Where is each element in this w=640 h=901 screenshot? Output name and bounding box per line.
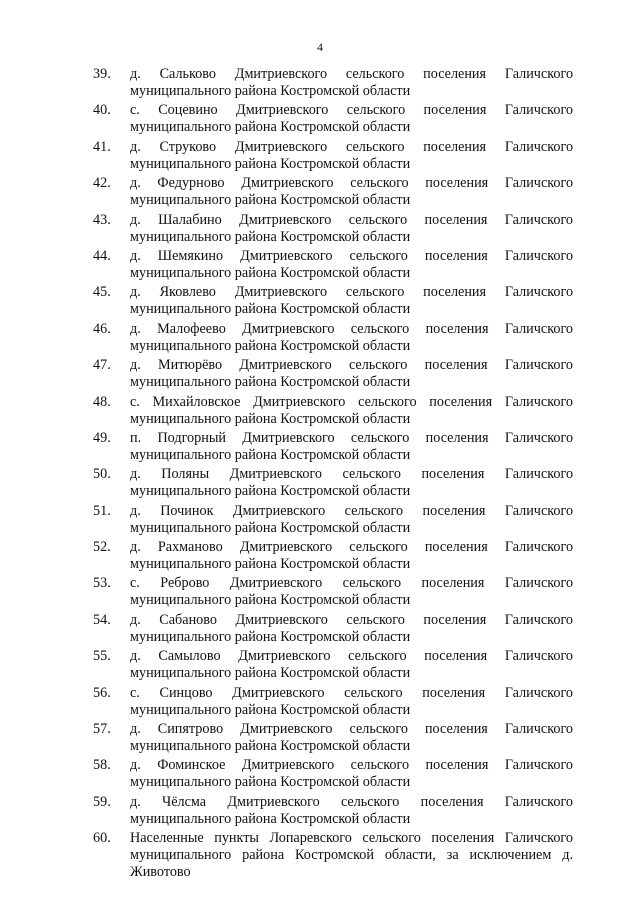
item-word: сельского: [349, 539, 408, 556]
list-item: [93, 721, 573, 755]
item-word: д.: [130, 66, 141, 82]
item-first-line: [130, 248, 573, 265]
item-second-line: муниципального района Костромской области: [130, 738, 411, 755]
item-first-line: [130, 357, 573, 374]
item-word: Дмитриевского: [239, 357, 332, 374]
item-word: Струково: [159, 138, 217, 155]
item-number: 41.: [93, 138, 111, 155]
list-item: [93, 648, 573, 682]
item-word: Дмитриевского: [234, 138, 328, 155]
item-text: [130, 248, 573, 282]
item-word: поселения: [423, 66, 487, 82]
list-item: [93, 466, 573, 500]
item-word: Шемякино: [157, 247, 224, 264]
item-word: сельского: [348, 648, 407, 665]
item-first-line: [130, 394, 573, 411]
item-text: [130, 466, 573, 500]
item-second-line: муниципального района Костромской области: [130, 774, 411, 791]
item-word: д.: [130, 721, 141, 738]
item-text: [130, 648, 573, 682]
list-item: [93, 830, 573, 881]
item-word: сельского: [344, 502, 404, 519]
item-word: Дмитриевского: [242, 429, 335, 446]
item-word: Реброво: [160, 575, 210, 592]
item-word: д.: [130, 320, 141, 337]
item-word: Дмитриевского: [234, 284, 328, 301]
item-word: Дмитриевского: [242, 320, 335, 337]
item-word: Галичского: [504, 575, 573, 592]
item-second-line: муниципального района Костромской области: [130, 301, 411, 318]
item-second-line: муниципального района Костромской области: [130, 410, 411, 427]
item-text: [130, 175, 573, 209]
item-word: д.: [130, 648, 141, 665]
item-first-line: [130, 685, 573, 702]
list-item: [93, 102, 573, 136]
item-word: Галичского: [504, 502, 573, 519]
item-number: 55.: [93, 648, 111, 665]
item-word: Галичского: [504, 429, 573, 446]
item-text: Населенные пункты Лопаревского сельского поселения Галичского муниципального района Костромской области, за исключением д. Животово: [130, 830, 573, 881]
item-word: д.: [130, 539, 141, 556]
item-word: Михайловское: [152, 393, 241, 410]
list-item: [93, 503, 573, 537]
item-number: 51.: [93, 502, 111, 519]
item-word: Дмитриевского: [235, 611, 328, 628]
item-word: Дмитриевского: [232, 502, 326, 519]
item-word: Дмитриевского: [227, 793, 320, 810]
item-word: поселения: [424, 648, 488, 665]
item-word: сельского: [349, 247, 408, 264]
item-word: поселения: [424, 357, 488, 374]
item-word: Яковлево: [159, 284, 216, 301]
item-word: поселения: [425, 757, 489, 774]
item-word: Фоминское: [157, 757, 226, 774]
item-word: Галичского: [504, 357, 573, 374]
item-word: Дмитриевского: [236, 102, 329, 119]
item-word: Галичского: [504, 684, 573, 701]
item-second-line: муниципального района Костромской области: [130, 228, 411, 245]
item-second-line: муниципального района Костромской области: [130, 83, 411, 99]
item-word: Сабаново: [159, 611, 217, 628]
item-word: поселения: [424, 721, 488, 738]
item-first-line: [130, 466, 573, 483]
item-word: сельского: [358, 393, 417, 410]
item-word: д.: [130, 757, 141, 774]
item-word: Дмитриевского: [234, 66, 328, 82]
item-word: сельского: [348, 357, 408, 374]
item-word: д.: [130, 611, 141, 628]
item-word: поселения: [423, 138, 487, 155]
list-item: [93, 539, 573, 573]
item-number: 44.: [93, 247, 111, 264]
item-word: сельского: [345, 138, 405, 155]
item-number: 57.: [93, 721, 111, 738]
item-word: сельского: [350, 175, 409, 192]
item-word: Галичского: [504, 757, 573, 774]
item-text: [130, 430, 573, 464]
item-text: [130, 321, 573, 355]
item-text: [130, 721, 573, 755]
item-word: поселения: [425, 320, 489, 337]
item-word: д.: [130, 175, 141, 192]
item-word: Митюрёво: [158, 357, 223, 374]
item-word: Рахманово: [157, 539, 223, 556]
page-number: 4: [317, 40, 323, 54]
item-number: 58.: [93, 757, 111, 774]
item-first-line: [130, 102, 573, 119]
list-item: [93, 612, 573, 646]
item-word: Галичского: [504, 721, 573, 738]
item-word: поселения: [424, 539, 488, 556]
item-number: 49.: [93, 429, 111, 446]
item-word: поселения: [423, 611, 487, 628]
item-first-line: [130, 721, 573, 738]
list-item: [93, 794, 573, 828]
item-first-line: [130, 175, 573, 192]
list-item: [93, 685, 573, 719]
item-word: Соцевино: [158, 102, 218, 119]
item-second-line: муниципального района Костромской области: [130, 628, 411, 645]
item-second-line: муниципального района Костромской области: [130, 592, 411, 609]
item-word: д.: [130, 502, 141, 519]
item-word: д.: [130, 211, 141, 228]
item-word: поселения: [422, 502, 486, 519]
item-word: поселения: [420, 793, 484, 810]
item-word: Галичского: [504, 102, 573, 119]
item-word: Дмитриевского: [238, 648, 331, 665]
item-word: Галичского: [504, 793, 573, 810]
item-word: Дмитриевского: [229, 575, 323, 592]
item-word: Галичского: [504, 66, 573, 82]
item-second-line: муниципального района Костромской области: [130, 337, 411, 354]
item-text: [130, 685, 573, 719]
item-first-line: [130, 503, 573, 520]
item-word: Дмитриевского: [241, 757, 335, 774]
item-first-line: [130, 575, 573, 592]
item-second-line: муниципального района Костромской области: [130, 119, 411, 136]
item-word: Починок: [160, 502, 214, 519]
list-item: [93, 139, 573, 173]
item-word: поселения: [421, 466, 485, 483]
item-word: Галичского: [504, 284, 573, 301]
item-number: 47.: [93, 357, 111, 374]
item-word: п.: [130, 429, 142, 446]
item-word: Чёлсма: [162, 793, 207, 810]
item-number: 60.: [93, 830, 111, 847]
item-second-line: муниципального района Костромской области: [130, 374, 411, 391]
item-word: сельского: [350, 320, 410, 337]
item-word: Федурново: [157, 175, 225, 192]
item-word: сельского: [350, 429, 410, 446]
item-word: с.: [130, 575, 140, 592]
item-text: [130, 503, 573, 537]
item-word: поселения: [422, 684, 486, 701]
item-text: [130, 357, 573, 391]
item-number: 46.: [93, 320, 111, 337]
item-word: Дмитриевского: [240, 721, 333, 738]
list-item: [93, 212, 573, 246]
item-text: [130, 757, 573, 791]
item-second-line: муниципального района Костромской области: [130, 446, 411, 463]
item-word: Галичского: [504, 211, 573, 228]
item-text: [130, 575, 573, 609]
item-word: сельского: [346, 611, 405, 628]
item-word: поселения: [423, 284, 487, 301]
item-second-line: муниципального района Костромской области: [130, 483, 411, 500]
item-text: [130, 539, 573, 573]
item-number: 56.: [93, 684, 111, 701]
item-text: [130, 794, 573, 828]
item-word: сельского: [344, 684, 403, 701]
item-word: сельского: [349, 721, 408, 738]
item-word: Галичского: [504, 466, 573, 483]
item-word: поселения: [429, 393, 493, 410]
item-word: с.: [130, 393, 140, 410]
item-first-line: [130, 284, 573, 301]
item-word: Галичского: [504, 175, 573, 192]
list-item: [93, 321, 573, 355]
item-word: д.: [130, 247, 141, 264]
item-word: д.: [130, 793, 141, 810]
item-text: [130, 394, 573, 428]
item-word: Галичского: [504, 320, 573, 337]
list-item: [93, 430, 573, 464]
item-word: Шалабино: [158, 211, 222, 228]
list-item: [93, 175, 573, 209]
item-first-line: [130, 539, 573, 556]
item-first-line: [130, 612, 573, 629]
item-second-line: муниципального района Костромской области: [130, 701, 411, 718]
item-word: д.: [130, 138, 141, 155]
item-text: [130, 612, 573, 646]
item-first-line: [130, 648, 573, 665]
item-second-line: муниципального района Костромской области: [130, 556, 411, 573]
item-number: 54.: [93, 611, 111, 628]
item-word: Самылово: [158, 648, 221, 665]
item-first-line: [130, 757, 573, 774]
item-word: сельского: [340, 793, 400, 810]
item-word: поселения: [425, 175, 489, 192]
item-number: 48.: [93, 393, 111, 410]
item-text: [130, 212, 573, 246]
item-word: Поляны: [161, 466, 210, 483]
list-item: [93, 357, 573, 391]
item-word: Дмитриевского: [239, 539, 333, 556]
list-item: [93, 575, 573, 609]
item-word: д.: [130, 466, 141, 483]
item-second-line: муниципального района Костромской области: [130, 264, 411, 281]
list-item: [93, 66, 573, 100]
item-second-line: муниципального района Костромской области: [130, 519, 411, 536]
item-word: поселения: [425, 429, 489, 446]
item-text: [130, 102, 573, 136]
item-number: 43.: [93, 211, 111, 228]
item-word: Синцово: [159, 684, 213, 701]
item-first-line: [130, 66, 573, 83]
item-word: Дмитриевского: [232, 684, 325, 701]
item-word: Дмитриевского: [253, 393, 346, 410]
item-word: Галичского: [504, 648, 573, 665]
item-word: Дмитриевского: [240, 247, 333, 264]
item-word: Сальково: [159, 66, 216, 82]
item-number: 50.: [93, 466, 111, 483]
item-word: Галичского: [504, 539, 573, 556]
item-word: Малофеево: [157, 320, 226, 337]
item-word: с.: [130, 102, 140, 119]
item-number: 59.: [93, 793, 111, 810]
item-first-line: [130, 430, 573, 447]
item-second-line: муниципального района Костромской области: [130, 665, 411, 682]
item-text: [130, 284, 573, 318]
item-word: Галичского: [504, 138, 573, 155]
item-word: сельского: [345, 66, 405, 82]
item-word: сельского: [342, 466, 401, 483]
item-second-line: муниципального района Костромской области: [130, 155, 411, 172]
item-first-line: [130, 139, 573, 156]
item-word: сельского: [342, 575, 402, 592]
item-word: Галичского: [504, 611, 573, 628]
item-word: поселения: [424, 211, 488, 228]
item-first-line: [130, 212, 573, 229]
list-item: [93, 757, 573, 791]
item-word: Дмитриевского: [239, 211, 332, 228]
item-word: Дмитриевского: [241, 175, 334, 192]
item-word: сельского: [346, 102, 406, 119]
item-word: Сипятрово: [157, 721, 224, 738]
list-item: [93, 248, 573, 282]
list-item: [93, 284, 573, 318]
item-text: [130, 139, 573, 173]
item-word: Галичского: [504, 393, 573, 410]
item-number: 42.: [93, 175, 111, 192]
item-word: поселения: [421, 575, 485, 592]
item-word: с.: [130, 684, 140, 701]
item-word: сельского: [350, 757, 410, 774]
item-word: д.: [130, 357, 141, 374]
item-word: сельского: [345, 284, 405, 301]
list-item: [93, 394, 573, 428]
item-number: 40.: [93, 102, 111, 119]
item-word: Дмитриевского: [229, 466, 322, 483]
item-number: 45.: [93, 284, 111, 301]
settlement-list: [93, 66, 573, 884]
item-word: д.: [130, 284, 141, 301]
item-first-line: [130, 321, 573, 338]
item-first-line: [130, 794, 573, 811]
item-number: 53.: [93, 575, 111, 592]
item-word: Галичского: [504, 247, 573, 264]
item-text: [130, 66, 573, 100]
item-word: Подгорный: [157, 429, 226, 446]
item-word: сельского: [348, 211, 408, 228]
item-number: 52.: [93, 539, 111, 556]
item-word: поселения: [423, 102, 487, 119]
item-second-line: муниципального района Костромской области: [130, 192, 411, 209]
item-number: 39.: [93, 66, 111, 82]
item-word: поселения: [424, 247, 488, 264]
item-second-line: муниципального района Костромской области: [130, 810, 411, 827]
